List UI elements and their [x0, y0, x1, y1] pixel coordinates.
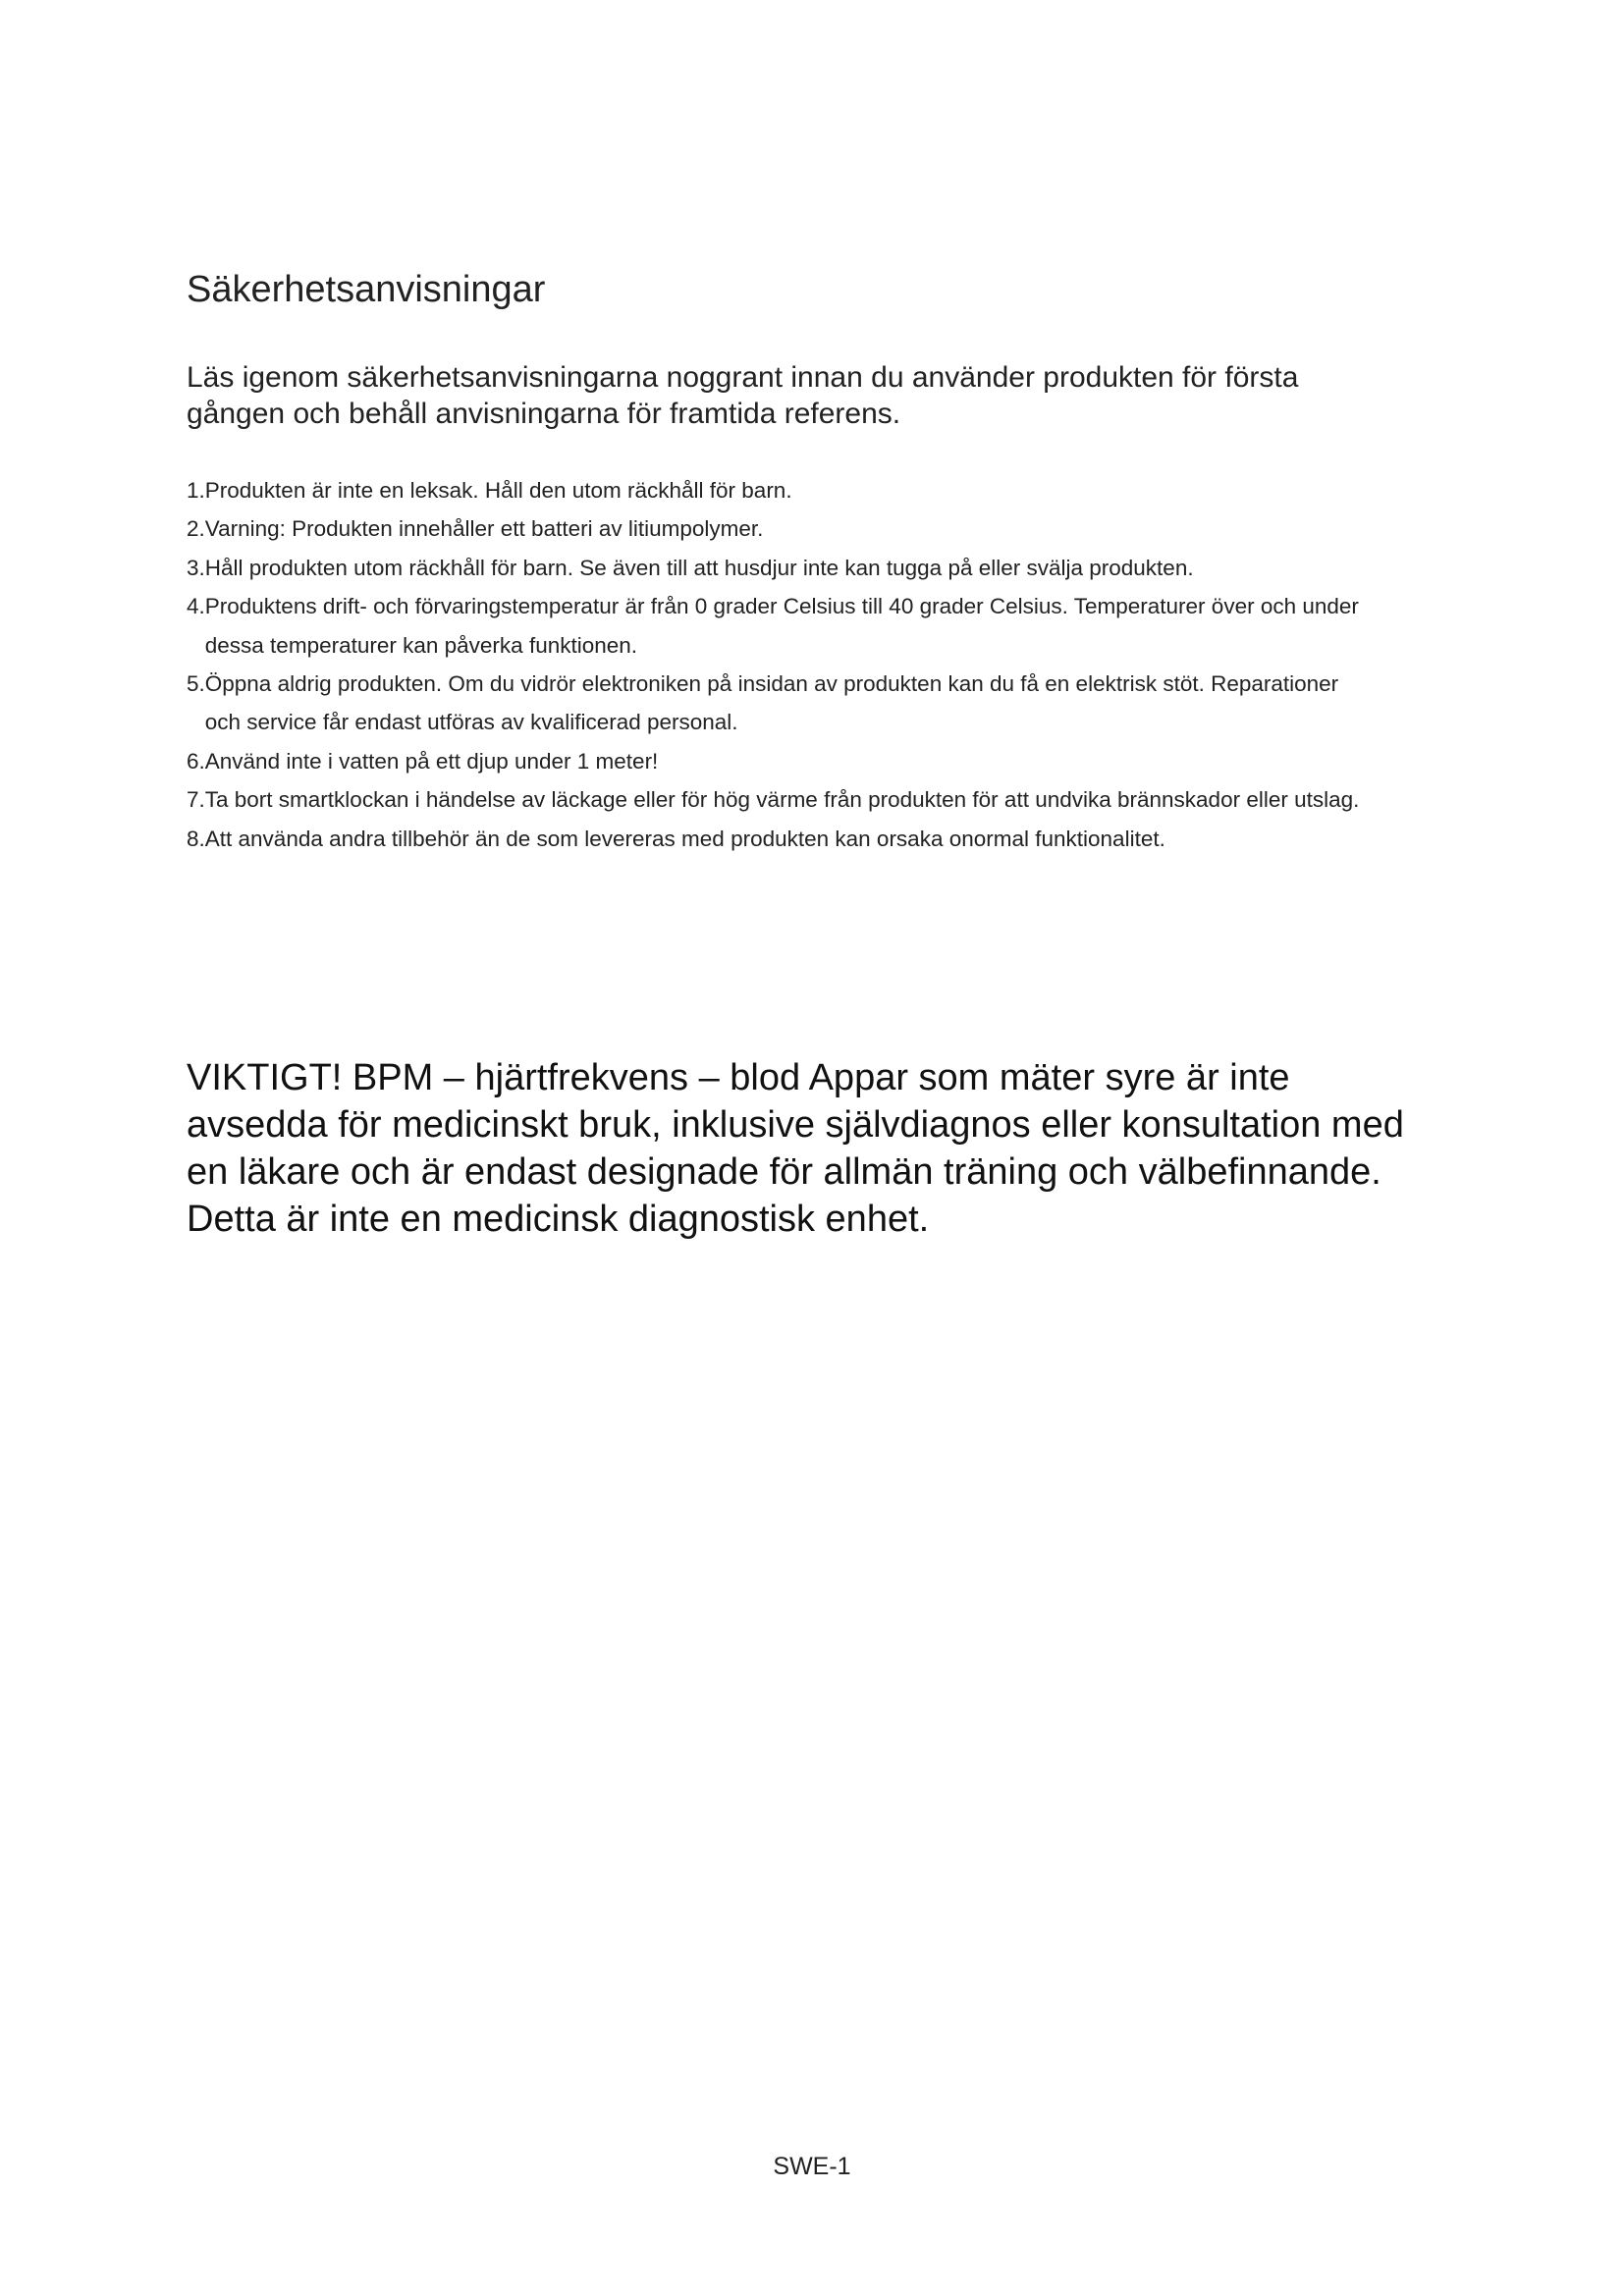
list-item [187, 549, 1365, 587]
list-item [187, 742, 1365, 780]
list-item-text: Att använda andra tillbehör än de som levereras med produkten kan orsaka onormal funktionalitet. [204, 826, 1165, 851]
list-item-text: Använd inte i vatten på ett djup under 1 meter! [204, 748, 659, 774]
page-title: Säkerhetsanvisningar [187, 269, 546, 310]
list-item-text: Öppna aldrig produkten. Om du vidrör elektroniken på insidan av produkten kan du få en elektrisk stöt. Reparationer och service får endast utföras av kvalificerad personal. [204, 671, 1339, 735]
list-item-text: Ta bort smartklockan i händelse av läckage eller för hög värme från produkten för att undvika brännskador eller utslag. [204, 787, 1360, 813]
list-item-number: 1. [187, 478, 205, 503]
list-item [187, 471, 1365, 509]
list-item [187, 587, 1365, 665]
list-item-number: 8. [187, 826, 205, 851]
list-item [187, 665, 1365, 742]
list-item-number: 4. [187, 594, 205, 619]
list-item-number: 2. [187, 516, 205, 542]
list-item-text: Varning: Produkten innehåller ett batteri av litiumpolymer. [204, 516, 764, 542]
intro-paragraph: Läs igenom säkerhetsanvisningarna noggrant innan du använder produkten för första gången och behåll anvisningarna för framtida referens. [187, 361, 1299, 430]
list-item [187, 820, 1365, 858]
page-number: SWE-1 [773, 2153, 851, 2180]
list-item-number: 3. [187, 555, 205, 580]
list-item-text: Produkten är inte en leksak. Håll den utom räckhåll för barn. [204, 478, 792, 503]
list-item [187, 780, 1365, 819]
list-item-number: 7. [187, 787, 205, 813]
list-item [187, 509, 1365, 548]
list-item-text: Håll produkten utom räckhåll för barn. Se även till att husdjur inte kan tugga på eller svälja produkten. [204, 555, 1194, 580]
list-item-number: 6. [187, 748, 205, 774]
list-item-number: 5. [187, 671, 205, 697]
medical-disclaimer: VIKTIGT! BPM – hjärtfrekvens – blod Appar som mäter syre är inte avsedda för medicinskt bruk, inklusive självdiagnos eller konsultation med en läkare och är endast designade för allmän träning och välbefinnande. Detta är inte en medicinsk diagnostisk enhet. [187, 1057, 1404, 1240]
list-item-text: Produktens drift- och förvaringstemperatur är från 0 grader Celsius till 40 grader Celsius. Temperaturer över och under dessa temperaturer kan påverka funktionen. [204, 594, 1359, 658]
safety-instructions-list [187, 471, 1365, 858]
